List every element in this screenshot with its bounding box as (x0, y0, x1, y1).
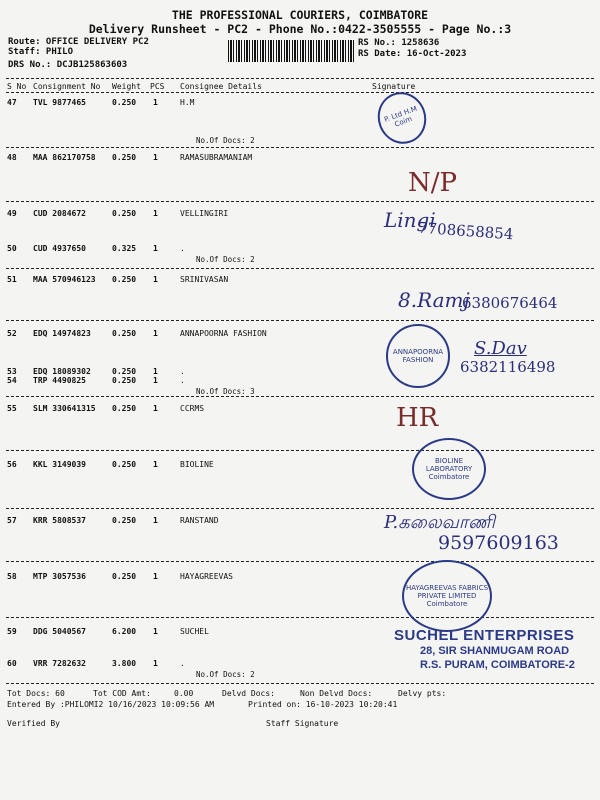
phone-handwriting: 9597609163 (438, 532, 559, 554)
divider (6, 268, 594, 269)
bioline-stamp: BIOLINE LABORATORY Coimbatore (412, 438, 486, 500)
divider (6, 683, 594, 684)
phone-handwriting: 6382116498 (460, 358, 556, 376)
row-docs-count: No.Of Docs: 2 (196, 136, 255, 145)
row-consignee: HAYAGREEVAS (180, 572, 233, 581)
divider (6, 320, 594, 321)
row-sno: 48 (7, 153, 17, 162)
divider (6, 201, 594, 202)
row-pcs: 1 (153, 404, 158, 413)
row-sno: 56 (7, 460, 17, 469)
rs-date: RS Date: 16-Oct-2023 (358, 49, 467, 59)
signature: P.கலைவாணி (384, 512, 496, 533)
row-consignment-no: TRP 4490825 (33, 376, 86, 385)
hr-handwriting: HR (396, 403, 439, 433)
row-pcs: 1 (153, 627, 158, 636)
row-sno: 60 (7, 659, 17, 668)
col-pcs: PCS (150, 82, 165, 91)
suchel-stamp-address: 28, SIR SHANMUGAM ROAD (420, 645, 570, 657)
hayagreevas-stamp: HAYAGREEVAS FABRICS PRIVATE LIMITED Coimbatore (402, 560, 492, 632)
signature: Lingi (384, 208, 436, 232)
row-consignee: BIOLINE (180, 460, 214, 469)
row-consignment-no: MAA 862170758 (33, 153, 96, 162)
row-pcs: 1 (153, 209, 158, 218)
row-pcs: 1 (153, 98, 158, 107)
row-weight: 0.250 (112, 275, 137, 284)
row-consignee: . (180, 376, 185, 385)
row-docs-count: No.Of Docs: 2 (196, 670, 255, 679)
row-pcs: 1 (153, 275, 158, 284)
company-title: THE PROFESSIONAL COURIERS, COIMBATORE (171, 8, 429, 22)
row-weight: 0.250 (112, 98, 137, 107)
verified-by: Verified By (7, 719, 60, 728)
row-weight: 0.250 (112, 367, 137, 376)
total-docs: Tot Docs: 60 (7, 689, 65, 698)
row-sno: 52 (7, 329, 17, 338)
row-consignee: RAMASUBRAMANIAM (180, 153, 253, 162)
row-docs-count: No.Of Docs: 2 (196, 255, 255, 264)
row-pcs: 1 (153, 460, 158, 469)
row-weight: 0.250 (112, 376, 137, 385)
row-consignee: CCRMS (180, 404, 205, 413)
suchel-stamp-address: R.S. PURAM, COIMBATORE-2 (420, 659, 575, 671)
row-sno: 53 (7, 367, 17, 376)
col-weight: Weight (112, 82, 141, 91)
col-sno: S No (7, 82, 27, 91)
delivery-points: Delvy pts: (398, 689, 447, 698)
row-consignment-no: MTP 3057536 (33, 572, 86, 581)
divider (6, 78, 594, 79)
company-stamp: P. Ltd H.M Coim (371, 85, 434, 150)
barcode-image (228, 40, 354, 62)
row-sno: 57 (7, 516, 17, 525)
row-weight: 0.250 (112, 404, 137, 413)
entered-by: Entered By :PHILOMI2 10/16/2023 10:09:56 AM (7, 700, 215, 709)
row-weight: 0.250 (112, 153, 137, 162)
row-pcs: 1 (153, 153, 158, 162)
row-sno: 55 (7, 404, 17, 413)
row-weight: 0.250 (112, 572, 137, 581)
row-sno: 51 (7, 275, 17, 284)
total-cod-label: Tot COD Amt: (93, 689, 151, 698)
signature: 8.Ramj (398, 288, 470, 312)
row-consignment-no: KKL 3149039 (33, 460, 86, 469)
row-consignment-no: VRR 7282632 (33, 659, 86, 668)
row-consignee: H.M (180, 98, 195, 107)
divider (6, 92, 594, 93)
rs-number: RS No.: 1258636 (358, 38, 440, 48)
annapoorna-stamp: ANNAPOORNA FASHION (386, 324, 450, 388)
signature: S.Dav (474, 338, 527, 359)
divider (6, 508, 594, 509)
suchel-stamp-name: SUCHEL ENTERPRISES (394, 627, 575, 644)
divider (6, 561, 594, 562)
total-cod-value: 0.00 (174, 689, 194, 698)
drs-number: DRS No.: DCJB125863603 (8, 60, 128, 70)
row-sno: 54 (7, 376, 17, 385)
divider (6, 450, 594, 451)
runsheet-title: Delivery Runsheet - PC2 - Phone No.:0422-3505555 - Page No.:3 (88, 22, 512, 36)
row-consignee: SUCHEL (180, 627, 209, 636)
row-sno: 58 (7, 572, 17, 581)
row-weight: 6.200 (112, 627, 137, 636)
col-signature: Signature (372, 82, 416, 91)
row-consignee: . (180, 367, 185, 376)
route-label: Route: OFFICE DELIVERY PC2 (8, 37, 149, 47)
row-consignment-no: MAA 570946123 (33, 275, 96, 284)
row-pcs: 1 (153, 659, 158, 668)
row-consignee: VELLINGIRI (180, 209, 229, 218)
row-consignee: SRINIVASAN (180, 275, 229, 284)
row-pcs: 1 (153, 367, 158, 376)
row-consignment-no: CUD 4937650 (33, 244, 86, 253)
row-consignment-no: KRR 5808537 (33, 516, 86, 525)
row-pcs: 1 (153, 244, 158, 253)
row-pcs: 1 (153, 516, 158, 525)
row-weight: 0.250 (112, 460, 137, 469)
row-docs-count: No.Of Docs: 3 (196, 387, 255, 396)
row-sno: 59 (7, 627, 17, 636)
col-consignee: Consignee Details (180, 82, 262, 91)
row-sno: 50 (7, 244, 17, 253)
row-weight: 0.250 (112, 516, 137, 525)
non-delivered-docs: Non Delvd Docs: (300, 689, 373, 698)
row-consignee: RANSTAND (180, 516, 219, 525)
row-consignment-no: SLM 330641315 (33, 404, 96, 413)
divider (6, 396, 594, 397)
divider (6, 147, 594, 148)
row-pcs: 1 (153, 572, 158, 581)
np-handwriting: N/P (408, 168, 458, 198)
staff-label: Staff: PHILO (8, 47, 74, 57)
col-consignment: Consignment No (33, 82, 101, 91)
phone-handwriting: 6380676464 (462, 294, 558, 312)
row-sno: 49 (7, 209, 17, 218)
row-consignee: . (180, 659, 185, 668)
row-consignee: ANNAPOORNA FASHION (180, 329, 267, 338)
phone-handwriting: 7708658854 (417, 218, 514, 244)
row-sno: 47 (7, 98, 17, 107)
delivered-docs: Delvd Docs: (222, 689, 275, 698)
row-consignment-no: EDQ 18089302 (33, 367, 91, 376)
printed-on: Printed on: 16-10-2023 10:20:41 (248, 700, 398, 709)
row-weight: 3.800 (112, 659, 137, 668)
row-consignment-no: CUD 2084672 (33, 209, 86, 218)
row-consignment-no: DDG 5040567 (33, 627, 86, 636)
row-pcs: 1 (153, 376, 158, 385)
staff-signature: Staff Signature (266, 719, 339, 728)
row-consignment-no: EDQ 14974823 (33, 329, 91, 338)
divider (6, 617, 594, 618)
row-weight: 0.325 (112, 244, 137, 253)
row-weight: 0.250 (112, 209, 137, 218)
row-weight: 0.250 (112, 329, 137, 338)
row-consignee: . (180, 244, 185, 253)
row-pcs: 1 (153, 329, 158, 338)
row-consignment-no: TVL 9877465 (33, 98, 86, 107)
